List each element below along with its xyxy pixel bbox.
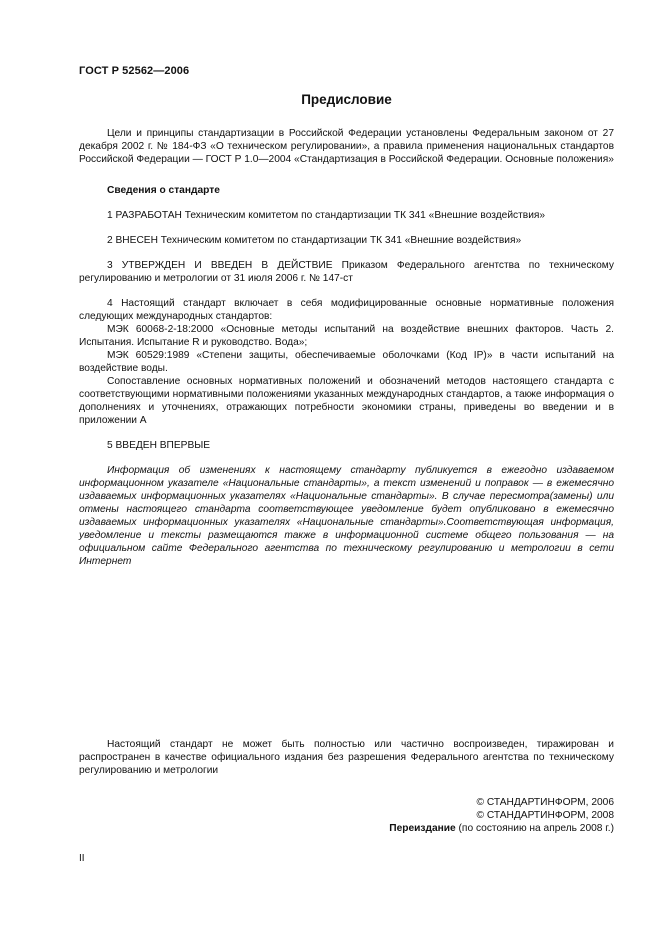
standard-code: ГОСТ Р 52562—2006 — [79, 65, 190, 77]
item-3: 3 УТВЕРЖДЕН И ВВЕДЕН В ДЕЙСТВИЕ Приказом Федерального агентства по техническому регулированию и метрологии от 31 июля 2006 г. № 147-ст — [79, 260, 614, 284]
item-1: 1 РАЗРАБОТАН Техническим комитетом по стандартизации ТК 341 «Внешние воздействия» — [107, 210, 546, 221]
foreword-body — [79, 127, 614, 568]
item-2: 2 ВНЕСЕН Техническим комитетом по стандартизации ТК 341 «Внешние воздействия» — [107, 235, 522, 246]
item-4-standard-1: МЭК 60068-2-18:2000 «Основные методы испытаний на воздействие внешних факторов. Часть 2. Испытания. Испытание R и руководство. Вода»; — [79, 324, 614, 348]
reprint-line — [389, 822, 614, 835]
copyright-block — [389, 796, 614, 835]
item-4-standard-2: МЭК 60529:1989 «Степени защиты, обеспечиваемые оболочками (Код IP)» в части испытаний на воздействие воды. — [79, 350, 614, 374]
reprint-detail: (по состоянию на апрель 2008 г.) — [455, 823, 614, 834]
item-4-intro: 4 Настоящий стандарт включает в себя модифицированные основные нормативные положения следующих международных стандартов: — [79, 298, 614, 322]
info-heading: Сведения о стандарте — [107, 185, 220, 196]
item-4-comparison: Сопоставление основных нормативных положений и обозначений методов настоящего стандарта с соответствующими нормативными положениями указанных международных стандартов, а также информация о дополнениях и уточнениях, отражающих потребности экономики страны, приведены во введении и в приложении А — [79, 376, 614, 426]
copyright-line-2008: © СТАНДАРТИНФОРМ, 2008 — [476, 810, 614, 821]
reproduction-notice: Настоящий стандарт не может быть полностью или частично воспроизведен, тиражирован и распространен в качестве официального издания без разрешения Федерального агентства по техническому регулированию и метрологии — [79, 739, 614, 776]
reprint-label: Переиздание — [389, 823, 456, 834]
page-number: II — [79, 853, 85, 864]
copyright-line-2006: © СТАНДАРТИНФОРМ, 2006 — [476, 797, 614, 808]
page-title: Предисловие — [301, 92, 392, 107]
intro-paragraph: Цели и принципы стандартизации в Российской Федерации установлены Федеральным законом от 27 декабря 2002 г. № 184-ФЗ «О техническом регулировании», а правила применения национальных стандартов Российской Федерации — ГОСТ Р 1.0—2004 «Стандартизация в Российской Федерации. Основные положения» — [79, 128, 614, 165]
reproduction-notice-block — [79, 738, 614, 777]
changes-notice: Информация об изменениях к настоящему стандарту публикуется в ежегодно издаваемом информационном указателе «Национальные стандарты», а текст изменений и поправок — в ежемесячно издаваемых информационных указателях «Национальные стандарты». В случае пересмотра(замены) или отмены настоящего стандарта соответствующее уведомление будет опубликовано в ежемесячно издаваемых информационных указателях «Национальные стандарты».Соответствующая информация, уведомление и тексты размещаются также в информационной системе общего пользования — на официальном сайте Федерального агентства по техническому регулированию и метрологии в сети Интернет — [79, 465, 614, 567]
item-5: 5 ВВЕДЕН ВПЕРВЫЕ — [107, 440, 211, 451]
